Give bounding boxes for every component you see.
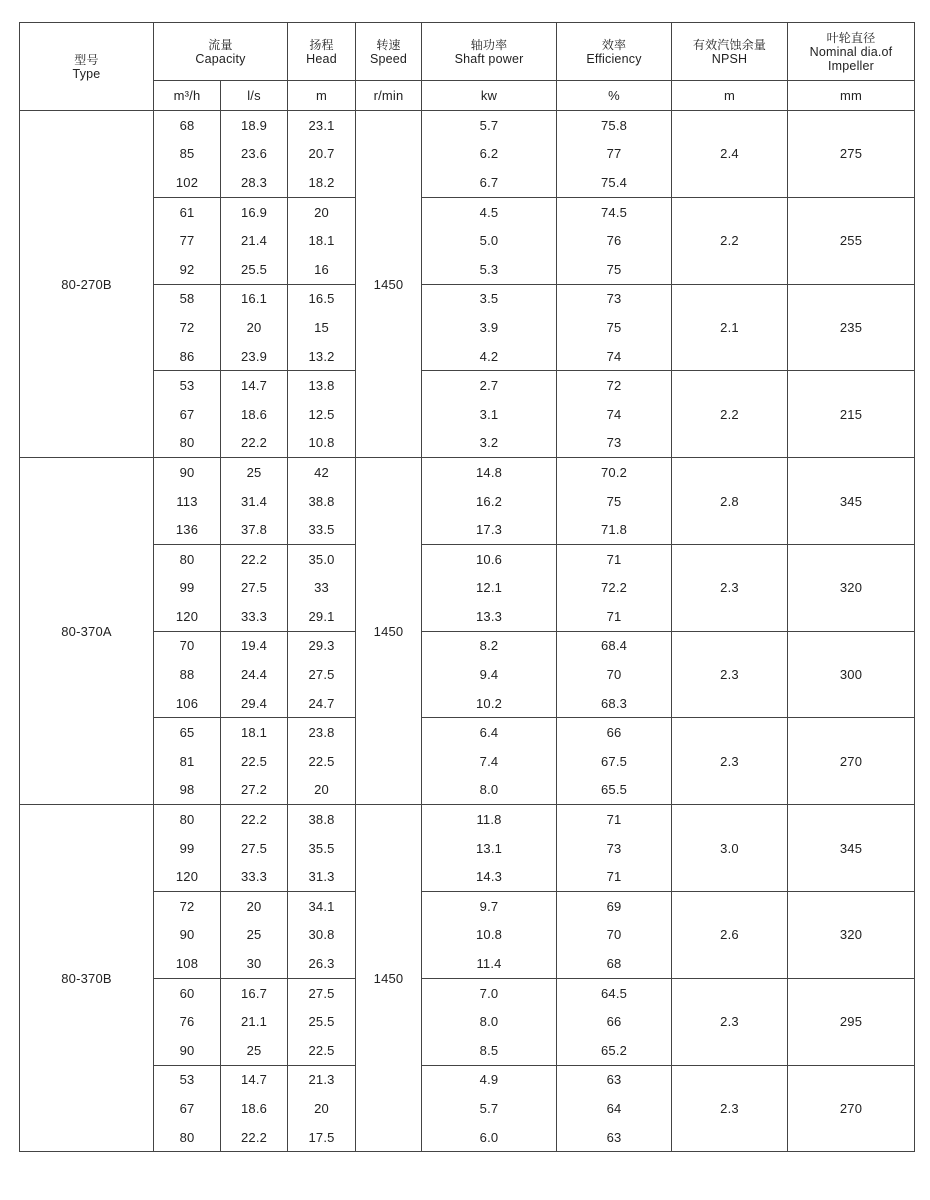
unit-shaft-power: kw [422,81,557,111]
cell-capacity-ls: 19.4 [221,631,288,660]
cell-head: 17.5 [288,1123,356,1152]
impeller-cell: 270 [788,1065,915,1152]
cell-efficiency: 75 [557,313,672,342]
cell-head: 13.2 [288,342,356,371]
cell-capacity-m3h: 67 [154,400,221,429]
cell-capacity-m3h: 77 [154,226,221,255]
cell-shaft-power: 12.1 [422,574,557,603]
cell-shaft-power: 3.5 [422,284,557,313]
cell-capacity-m3h: 98 [154,776,221,805]
cell-head: 10.8 [288,429,356,458]
unit-efficiency: % [557,81,672,111]
cell-capacity-m3h: 70 [154,631,221,660]
npsh-cell: 2.6 [672,892,788,979]
cell-capacity-ls: 20 [221,892,288,921]
npsh-cell: 2.2 [672,197,788,284]
cell-capacity-ls: 25 [221,1036,288,1065]
header-head: 扬程 Head [288,23,356,81]
cell-efficiency: 71 [557,544,672,573]
cell-capacity-ls: 37.8 [221,515,288,544]
cell-capacity-m3h: 102 [154,168,221,197]
cell-capacity-ls: 22.2 [221,429,288,458]
cell-capacity-ls: 22.2 [221,544,288,573]
cell-shaft-power: 13.3 [422,602,557,631]
cell-shaft-power: 7.0 [422,978,557,1007]
impeller-cell: 275 [788,111,915,198]
cell-efficiency: 64.5 [557,978,672,1007]
cell-efficiency: 66 [557,718,672,747]
impeller-cell: 345 [788,458,915,545]
cell-capacity-m3h: 72 [154,892,221,921]
table-row [20,458,915,487]
header-capacity: 流量 Capacity [154,23,288,81]
cell-capacity-ls: 16.7 [221,978,288,1007]
cell-shaft-power: 8.0 [422,776,557,805]
cell-capacity-m3h: 60 [154,978,221,1007]
cell-capacity-ls: 27.5 [221,834,288,863]
cell-shaft-power: 6.0 [422,1123,557,1152]
speed-cell: 1450 [356,805,422,1152]
cell-efficiency: 75 [557,255,672,284]
cell-shaft-power: 10.2 [422,689,557,718]
cell-shaft-power: 7.4 [422,747,557,776]
cell-efficiency: 71 [557,602,672,631]
unit-head: m [288,81,356,111]
cell-capacity-m3h: 72 [154,313,221,342]
cell-efficiency: 71 [557,862,672,891]
cell-head: 30.8 [288,921,356,950]
table-body [20,111,915,1152]
npsh-cell: 2.3 [672,544,788,631]
cell-capacity-m3h: 85 [154,140,221,169]
npsh-cell: 2.3 [672,631,788,718]
cell-efficiency: 74 [557,400,672,429]
cell-capacity-m3h: 90 [154,1036,221,1065]
impeller-cell: 215 [788,371,915,458]
cell-capacity-m3h: 58 [154,284,221,313]
cell-shaft-power: 9.7 [422,892,557,921]
cell-head: 24.7 [288,689,356,718]
table-row [20,805,915,834]
cell-capacity-m3h: 80 [154,544,221,573]
cell-head: 12.5 [288,400,356,429]
cell-efficiency: 72.2 [557,574,672,603]
cell-capacity-m3h: 53 [154,371,221,400]
cell-shaft-power: 6.7 [422,168,557,197]
model-type-cell: 80-370A [20,458,154,805]
cell-shaft-power: 3.9 [422,313,557,342]
cell-shaft-power: 14.3 [422,862,557,891]
cell-head: 16 [288,255,356,284]
table-row [20,892,915,921]
cell-shaft-power: 8.0 [422,1007,557,1036]
cell-efficiency: 68.3 [557,689,672,718]
npsh-cell: 2.2 [672,371,788,458]
cell-shaft-power: 17.3 [422,515,557,544]
cell-capacity-ls: 28.3 [221,168,288,197]
cell-capacity-m3h: 136 [154,515,221,544]
cell-head: 29.1 [288,602,356,631]
cell-shaft-power: 4.9 [422,1065,557,1094]
cell-efficiency: 69 [557,892,672,921]
cell-shaft-power: 8.5 [422,1036,557,1065]
cell-efficiency: 65.5 [557,776,672,805]
cell-shaft-power: 14.8 [422,458,557,487]
cell-shaft-power: 2.7 [422,371,557,400]
cell-head: 42 [288,458,356,487]
cell-capacity-ls: 18.9 [221,111,288,140]
cell-shaft-power: 3.2 [422,429,557,458]
cell-efficiency: 63 [557,1065,672,1094]
cell-efficiency: 71.8 [557,515,672,544]
cell-capacity-m3h: 120 [154,862,221,891]
cell-efficiency: 73 [557,834,672,863]
cell-efficiency: 66 [557,1007,672,1036]
cell-head: 38.8 [288,487,356,516]
cell-capacity-m3h: 106 [154,689,221,718]
cell-head: 20 [288,1094,356,1123]
table-row [20,1065,915,1094]
cell-shaft-power: 5.0 [422,226,557,255]
table-row [20,111,915,140]
units-row [20,81,915,111]
cell-shaft-power: 3.1 [422,400,557,429]
cell-capacity-ls: 21.1 [221,1007,288,1036]
cell-efficiency: 76 [557,226,672,255]
cell-capacity-ls: 33.3 [221,602,288,631]
cell-head: 35.0 [288,544,356,573]
cell-capacity-ls: 33.3 [221,862,288,891]
impeller-cell: 345 [788,805,915,892]
cell-capacity-ls: 24.4 [221,660,288,689]
cell-capacity-ls: 31.4 [221,487,288,516]
cell-efficiency: 75.8 [557,111,672,140]
cell-capacity-ls: 14.7 [221,371,288,400]
cell-capacity-m3h: 108 [154,949,221,978]
table-row [20,197,915,226]
cell-capacity-m3h: 88 [154,660,221,689]
cell-shaft-power: 10.8 [422,921,557,950]
unit-impeller: mm [788,81,915,111]
cell-head: 31.3 [288,862,356,891]
cell-capacity-ls: 16.1 [221,284,288,313]
impeller-cell: 320 [788,892,915,979]
pump-performance-table [19,22,915,1152]
cell-head: 33.5 [288,515,356,544]
cell-head: 22.5 [288,1036,356,1065]
cell-shaft-power: 5.7 [422,111,557,140]
cell-shaft-power: 6.2 [422,140,557,169]
cell-shaft-power: 10.6 [422,544,557,573]
cell-efficiency: 73 [557,284,672,313]
cell-head: 23.8 [288,718,356,747]
header-row [20,23,915,81]
cell-efficiency: 74.5 [557,197,672,226]
cell-capacity-ls: 25.5 [221,255,288,284]
cell-efficiency: 71 [557,805,672,834]
cell-capacity-m3h: 68 [154,111,221,140]
cell-head: 27.5 [288,660,356,689]
cell-capacity-ls: 18.6 [221,400,288,429]
cell-capacity-ls: 29.4 [221,689,288,718]
table-row [20,371,915,400]
cell-head: 38.8 [288,805,356,834]
cell-capacity-ls: 16.9 [221,197,288,226]
header-speed: 转速 Speed [356,23,422,81]
cell-efficiency: 77 [557,140,672,169]
cell-efficiency: 75.4 [557,168,672,197]
cell-head: 15 [288,313,356,342]
cell-shaft-power: 4.5 [422,197,557,226]
cell-capacity-ls: 14.7 [221,1065,288,1094]
speed-cell: 1450 [356,111,422,458]
cell-capacity-ls: 23.9 [221,342,288,371]
header-efficiency: 效率 Efficiency [557,23,672,81]
cell-capacity-ls: 22.2 [221,805,288,834]
table-row [20,631,915,660]
cell-capacity-m3h: 61 [154,197,221,226]
cell-head: 18.1 [288,226,356,255]
impeller-cell: 270 [788,718,915,805]
table-row [20,544,915,573]
speed-cell: 1450 [356,458,422,805]
cell-efficiency: 74 [557,342,672,371]
cell-efficiency: 75 [557,487,672,516]
cell-capacity-m3h: 92 [154,255,221,284]
cell-shaft-power: 5.3 [422,255,557,284]
npsh-cell: 2.3 [672,718,788,805]
npsh-cell: 2.1 [672,284,788,371]
cell-shaft-power: 9.4 [422,660,557,689]
cell-head: 26.3 [288,949,356,978]
cell-head: 13.8 [288,371,356,400]
cell-capacity-m3h: 86 [154,342,221,371]
cell-head: 34.1 [288,892,356,921]
npsh-cell: 2.3 [672,1065,788,1152]
npsh-cell: 2.3 [672,978,788,1065]
cell-efficiency: 65.2 [557,1036,672,1065]
cell-shaft-power: 11.4 [422,949,557,978]
cell-head: 27.5 [288,978,356,1007]
npsh-cell: 2.8 [672,458,788,545]
cell-capacity-m3h: 99 [154,574,221,603]
cell-capacity-m3h: 67 [154,1094,221,1123]
cell-efficiency: 67.5 [557,747,672,776]
cell-capacity-ls: 18.1 [221,718,288,747]
header-npsh: 有效汽蚀余量 NPSH [672,23,788,81]
cell-shaft-power: 8.2 [422,631,557,660]
cell-efficiency: 72 [557,371,672,400]
unit-capacity-m3h: m³/h [154,81,221,111]
cell-efficiency: 68 [557,949,672,978]
cell-head: 18.2 [288,168,356,197]
cell-capacity-ls: 20 [221,313,288,342]
cell-head: 23.1 [288,111,356,140]
table-row [20,284,915,313]
cell-shaft-power: 13.1 [422,834,557,863]
impeller-cell: 295 [788,978,915,1065]
cell-capacity-ls: 18.6 [221,1094,288,1123]
cell-capacity-ls: 23.6 [221,140,288,169]
cell-head: 22.5 [288,747,356,776]
cell-capacity-ls: 25 [221,921,288,950]
cell-capacity-ls: 21.4 [221,226,288,255]
impeller-cell: 255 [788,197,915,284]
npsh-cell: 2.4 [672,111,788,198]
model-type-cell: 80-370B [20,805,154,1152]
cell-head: 25.5 [288,1007,356,1036]
cell-capacity-ls: 30 [221,949,288,978]
unit-speed: r/min [356,81,422,111]
cell-shaft-power: 11.8 [422,805,557,834]
cell-head: 21.3 [288,1065,356,1094]
header-impeller: 叶轮直径 Nominal dia.of Impeller [788,23,915,81]
cell-capacity-ls: 22.2 [221,1123,288,1152]
cell-capacity-m3h: 65 [154,718,221,747]
cell-head: 29.3 [288,631,356,660]
cell-capacity-m3h: 80 [154,1123,221,1152]
cell-shaft-power: 4.2 [422,342,557,371]
cell-capacity-ls: 27.2 [221,776,288,805]
cell-capacity-ls: 27.5 [221,574,288,603]
unit-capacity-ls: l/s [221,81,288,111]
cell-head: 20 [288,197,356,226]
cell-efficiency: 70 [557,921,672,950]
cell-head: 16.5 [288,284,356,313]
cell-capacity-m3h: 76 [154,1007,221,1036]
cell-shaft-power: 5.7 [422,1094,557,1123]
cell-head: 35.5 [288,834,356,863]
cell-efficiency: 63 [557,1123,672,1152]
cell-head: 20 [288,776,356,805]
cell-capacity-ls: 22.5 [221,747,288,776]
cell-efficiency: 70.2 [557,458,672,487]
cell-shaft-power: 6.4 [422,718,557,747]
model-type-cell: 80-270B [20,111,154,458]
cell-capacity-m3h: 80 [154,429,221,458]
cell-shaft-power: 16.2 [422,487,557,516]
unit-npsh: m [672,81,788,111]
table-row [20,978,915,1007]
cell-head: 33 [288,574,356,603]
impeller-cell: 235 [788,284,915,371]
table-row [20,718,915,747]
cell-efficiency: 68.4 [557,631,672,660]
npsh-cell: 3.0 [672,805,788,892]
cell-capacity-ls: 25 [221,458,288,487]
cell-capacity-m3h: 99 [154,834,221,863]
cell-efficiency: 64 [557,1094,672,1123]
impeller-cell: 320 [788,544,915,631]
cell-capacity-m3h: 80 [154,805,221,834]
cell-head: 20.7 [288,140,356,169]
cell-capacity-m3h: 53 [154,1065,221,1094]
cell-efficiency: 73 [557,429,672,458]
cell-capacity-m3h: 120 [154,602,221,631]
impeller-cell: 300 [788,631,915,718]
header-type: 型号 Type [20,23,154,111]
cell-efficiency: 70 [557,660,672,689]
header-shaft-power: 轴功率 Shaft power [422,23,557,81]
cell-capacity-m3h: 113 [154,487,221,516]
cell-capacity-m3h: 90 [154,458,221,487]
cell-capacity-m3h: 81 [154,747,221,776]
cell-capacity-m3h: 90 [154,921,221,950]
